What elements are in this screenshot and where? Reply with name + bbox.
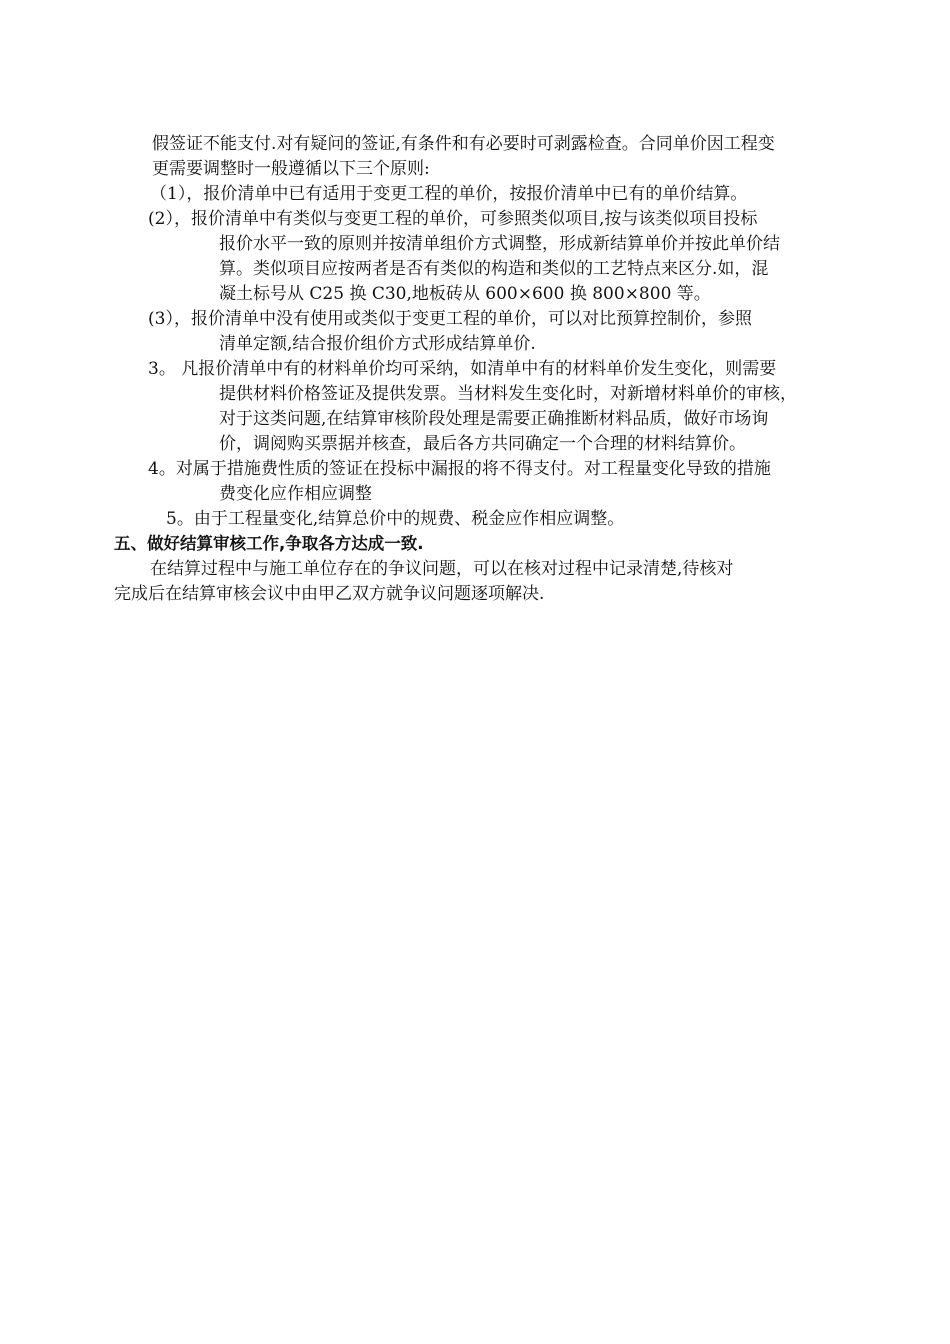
- rule-2-line-3: 算。类似项目应按两者是否有类似的构造和类似的工艺特点来区分.如，混: [219, 259, 769, 279]
- item-4-line-1: 4。对属于措施费性质的签证在投标中漏报的将不得支付。对工程量变化导致的措施: [148, 459, 771, 479]
- item-3-line-1: 3。 凡报价清单中有的材料单价均可采纳，如清单中有的材料单价发生变化，则需要: [148, 359, 777, 379]
- rule-3-line-1: (3），报价清单中没有使用或类似于变更工程的单价，可以对比预算控制价，参照: [148, 309, 752, 329]
- rule-1-line-1: （1），报价清单中已有适用于变更工程的单价，按报价清单中已有的单价结算。: [150, 184, 748, 204]
- section-5-line-2: 完成后在结算审核会议中由甲乙双方就争议问题逐项解决.: [114, 584, 545, 604]
- intro-line-2: 更需要调整时一般遵循以下三个原则:: [152, 159, 430, 179]
- item-5-line-1: 5。由于工程量变化,结算总价中的规费、税金应作相应调整。: [166, 509, 625, 529]
- rule-2-line-2: 报价水平一致的原则并按清单组价方式调整，形成新结算单价并按此单价结: [219, 234, 780, 254]
- rule-3-line-2: 清单定额,结合报价组价方式形成结算单价.: [219, 334, 536, 354]
- rule-2-line-4: 凝土标号从 C25 换 C30,地板砖从 600×600 换 800×800 等。: [219, 284, 711, 304]
- item-3-line-2: 提供材料价格签证及提供发票。当材料发生变化时，对新增材料单价的审核，: [219, 384, 797, 404]
- rule-2-line-1: (2），报价清单中有类似与变更工程的单价，可参照类似项目,按与该类似项目投标: [148, 209, 758, 229]
- item-4-line-2: 费变化应作相应调整: [219, 484, 372, 504]
- section-5-heading: 五、做好结算审核工作,争取各方达成一致.: [114, 534, 424, 553]
- item-3-line-3: 对于这类问题,在结算审核阶段处理是需要正确推断材料品质，做好市场询: [219, 409, 769, 429]
- section-5-line-1: 在结算过程中与施工单位存在的争议问题，可以在核对过程中记录清楚,待核对: [150, 559, 734, 579]
- intro-line-1: 假签证不能支付.对有疑问的签证,有条件和有必要时可剥露检查。合同单价因工程变: [152, 134, 775, 154]
- item-3-line-4: 价，调阅购买票据并核查，最后各方共同确定一个合理的材料结算价。: [219, 434, 746, 454]
